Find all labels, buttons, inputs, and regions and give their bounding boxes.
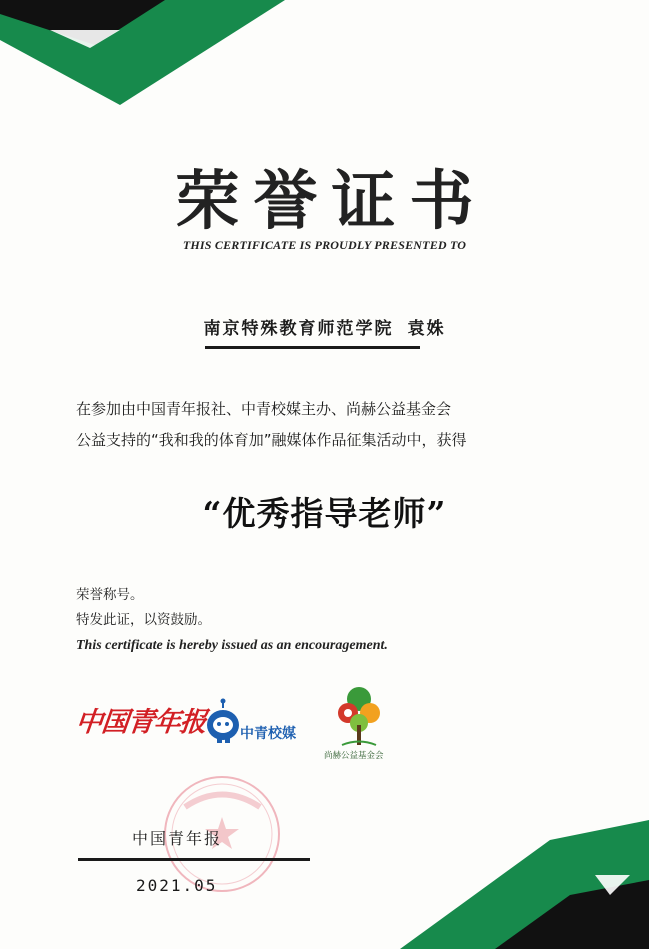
issue-date: 2021.05 — [136, 876, 218, 895]
body-line-1: 在参加由中国青年报社、中青校媒主办、尚赫公益基金会 — [76, 400, 452, 418]
body-line-2: 公益支持的“我和我的体育加”融媒体作品征集活动中，获得 — [76, 431, 467, 449]
recipient-name: 袁姝 — [407, 319, 446, 339]
zhongqing-xiaomei-logo-text: 中青校媒 — [240, 726, 296, 742]
bottom-right-corner-decoration — [400, 820, 649, 949]
issuer-underline — [78, 858, 310, 861]
china-youth-daily-logo: 中国青年报 — [74, 707, 208, 738]
top-left-corner-decoration — [0, 0, 300, 140]
award-title: “优秀指导老师” — [202, 494, 447, 533]
certificate-title: 荣誉证书 — [175, 164, 488, 239]
certificate-subtitle: THIS CERTIFICATE IS PROUDLY PRESENTED TO — [182, 238, 467, 252]
encouragement-text: This certificate is hereby issued as an encouragement. — [76, 638, 388, 653]
issue-note: 特发此证，以资鼓励。 — [76, 612, 211, 628]
recipient — [0, 314, 649, 339]
recipient-underline — [205, 346, 420, 349]
shanghe-foundation-logo-text: 尚赫公益基金会 — [324, 751, 384, 761]
honor-suffix: 荣誉称号。 — [76, 587, 144, 603]
shanghe-tree-icon — [334, 683, 384, 749]
issuer-name: 中国青年报 — [132, 829, 223, 848]
recipient-org: 南京特殊教育师范学院 — [203, 319, 394, 339]
zhongqing-xiaomei-mascot-icon — [205, 698, 243, 744]
